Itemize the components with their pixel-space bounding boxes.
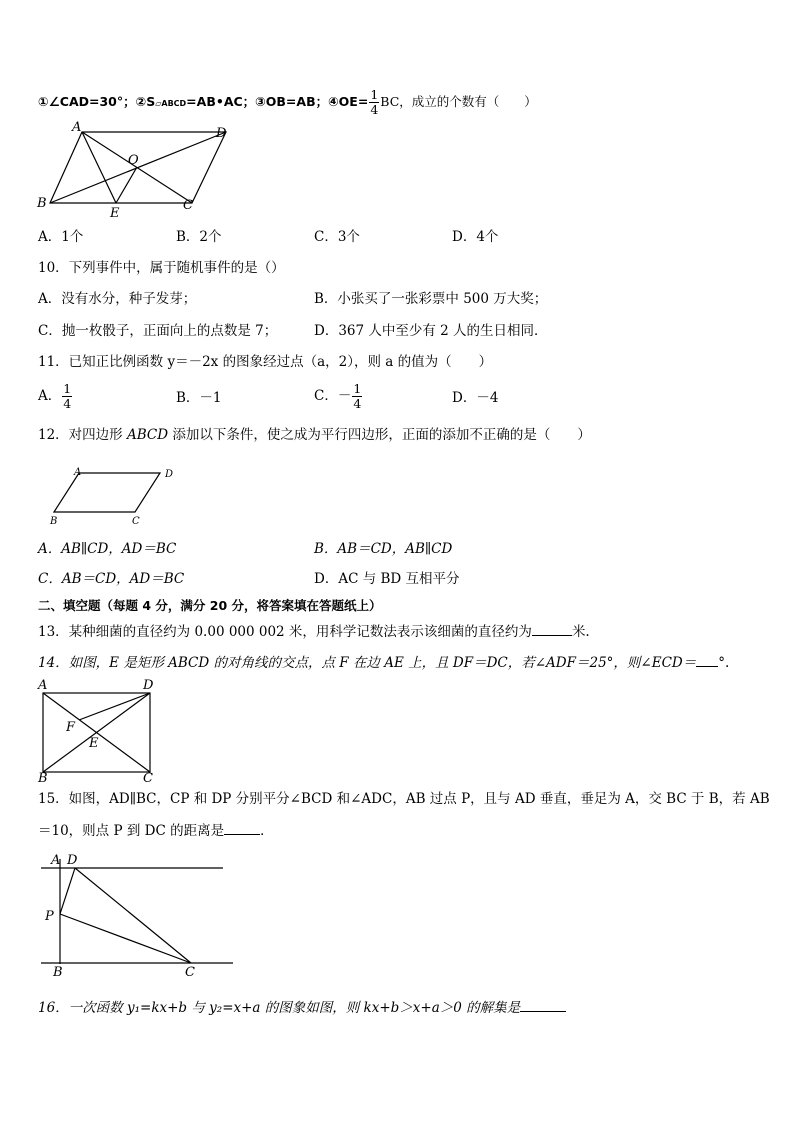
q11-option-a <box>38 382 73 411</box>
q11-c-fraction <box>352 382 362 411</box>
q12-stem-post: 添加以下条件，使之成为平行四边形，正面的添加不正确的是（ ） <box>168 427 591 443</box>
q9-cond1-sub: ▱ABCD <box>155 99 187 108</box>
fig-label-p: P <box>45 909 54 924</box>
answer-blank[interactable] <box>696 666 718 667</box>
fig-label-d: D <box>143 678 154 693</box>
segment-pd <box>60 868 75 914</box>
q11-option-c <box>314 382 363 411</box>
q9-option-c: C．3个 <box>314 229 360 245</box>
fig-label-c: C <box>132 516 140 527</box>
q15-figure <box>38 850 238 980</box>
fig-label-d: D <box>216 126 227 141</box>
q9-cond-rest: =AB•AC；③OB=AB；④OE= <box>186 94 369 109</box>
frac-den: 4 <box>353 396 362 411</box>
q15-stem-line1: 15．如图，AD∥BC，CP 和 DP 分别平分∠BCD 和∠ADC，AB 过点 P，且与 AD 垂直，垂足为 A，交 BC 于 B，若 AB <box>38 791 770 807</box>
frac-num: 1 <box>63 381 72 396</box>
segment-df <box>79 693 150 720</box>
q10-option-a: A．没有水分，种子发芽； <box>38 291 197 307</box>
fig-label-b: B <box>53 965 63 980</box>
frac-num: 1 <box>370 87 379 102</box>
parallelogram-abcd <box>54 473 160 512</box>
answer-blank[interactable] <box>532 635 572 636</box>
q13-pre: 13．某种细菌的直径约为 0.00 000 002 米，用科学记数法表示该细菌的直径约为 <box>38 624 532 640</box>
fig-label-f: F <box>66 720 76 735</box>
fig-label-d: D <box>67 853 78 868</box>
q12-stem-pre: 12．对四边形 <box>38 427 127 443</box>
q15-line2-pre: ＝10，则点 P 到 DC 的距离是 <box>38 823 225 839</box>
q11-option-d: D．－4 <box>452 390 499 406</box>
fig-label-c: C <box>143 771 153 786</box>
q14-stem <box>38 657 729 671</box>
q11-a-label: A． <box>38 388 62 404</box>
section-heading-fill-blank: 二、填空题（每题 4 分，满分 20 分，将答案填在答题纸上） <box>38 598 382 613</box>
q9-cond1: ①∠CAD=30°；②S <box>38 94 156 109</box>
segment-dc <box>75 868 191 963</box>
q14-pre: 14．如图，E 是矩形 ABCD 的对角线的交点，点 F 在边 AE 上，且 DF＝DC，若∠ADF＝25°，则∠ECD＝ <box>38 655 697 671</box>
frac-num: 1 <box>353 381 362 396</box>
fig-label-o: O <box>128 153 139 168</box>
q14-figure <box>36 680 166 785</box>
fig-label-b: B <box>38 771 48 786</box>
q10-option-c: C．抛一枚骰子，正面向上的点数是 7； <box>38 323 278 339</box>
fig-label-a: A <box>74 467 82 478</box>
q12-stem <box>38 429 591 443</box>
fig-label-d: D <box>165 469 174 480</box>
q11-option-b: B．－1 <box>176 390 222 406</box>
answer-blank[interactable] <box>224 834 260 835</box>
fig-label-e: E <box>89 736 99 751</box>
q16-pre: 16．一次函数 y₁=kx+b 与 y₂=x+a 的图象如图，则 kx+b＞x+a＞0 的解集是 <box>38 1000 521 1016</box>
q16-stem <box>38 1002 566 1016</box>
q12-option-d: D．AC 与 BD 互相平分 <box>314 571 460 587</box>
fig-label-c: C <box>185 965 195 980</box>
q9-option-a: A．1个 <box>38 229 84 245</box>
q11-c-label: C．－ <box>314 388 352 404</box>
q10-stem: 10．下列事件中，属于随机事件的是（） <box>38 260 285 276</box>
q9-fraction <box>369 88 379 117</box>
q12-stem-quad: ABCD <box>126 427 169 443</box>
q14-post: °. <box>718 655 730 671</box>
q12-option-b: B．AB＝CD，AB∥CD <box>314 541 453 557</box>
answer-blank[interactable] <box>520 1011 566 1012</box>
fig-label-a: A <box>51 853 61 868</box>
q9-option-d: D．4个 <box>452 229 499 245</box>
fig-label-a: A <box>38 678 48 693</box>
q9-figure <box>36 120 236 220</box>
q15-stem-line2 <box>38 825 274 839</box>
q12-option-c: C．AB＝CD，AD＝BC <box>38 571 185 587</box>
q11-a-fraction <box>62 382 72 411</box>
segment-pc <box>60 914 191 963</box>
q12-option-a: A．AB∥CD，AD＝BC <box>38 541 177 557</box>
fig-label-a: A <box>72 120 82 135</box>
q9-statements <box>38 88 537 117</box>
fig-label-e: E <box>110 206 120 221</box>
fig-label-b: B <box>50 516 58 527</box>
q10-option-b: B．小张买了一张彩票中 500 万大奖； <box>314 291 548 307</box>
q15-line2-post: ． <box>260 823 274 839</box>
q13-stem <box>38 626 590 640</box>
fig-label-c: C <box>183 198 193 213</box>
frac-den: 4 <box>370 102 379 117</box>
frac-den: 4 <box>63 396 72 411</box>
q9-option-b: B．2个 <box>176 229 222 245</box>
q9-tail: BC，成立的个数有（ ） <box>380 94 537 109</box>
q13-post: 米. <box>571 624 590 640</box>
fig-label-b: B <box>37 196 47 211</box>
q11-stem: 11．已知正比例函数 y＝－2x 的图象经过点（a，2），则 a 的值为（ ） <box>38 354 493 370</box>
q10-option-d: D．367 人中至少有 2 人的生日相同． <box>314 323 548 339</box>
q12-figure <box>48 466 188 528</box>
